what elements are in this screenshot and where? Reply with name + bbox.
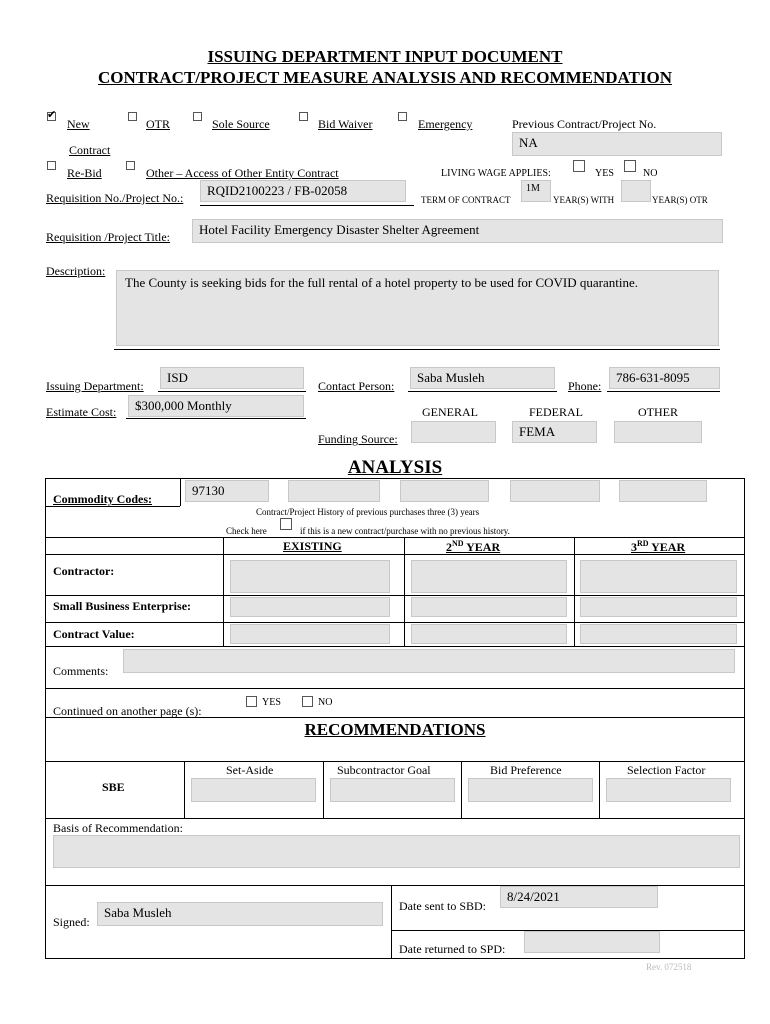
no-history-note: if this is a new contract/purchase with no previous history.	[300, 526, 510, 536]
funding-general-field[interactable]	[411, 421, 496, 443]
project-title-label: Requisition /Project Title:	[46, 230, 171, 244]
emergency-label: Emergency	[418, 117, 473, 131]
requisition-label: Requisition No./Project No.:	[46, 191, 184, 205]
term-with-label: YEAR(S) WITH	[553, 195, 615, 205]
commodity-codes-label: Commodity Codes:	[53, 492, 152, 506]
issuing-department-field[interactable]: ISD	[160, 367, 304, 389]
contractor-3rd-field[interactable]	[580, 560, 737, 593]
sbe-2nd-field[interactable]	[411, 597, 567, 617]
requisition-field[interactable]: RQID2100223 / FB-02058	[200, 180, 406, 202]
new-checkbox[interactable]	[47, 112, 56, 121]
date-sent-label: Date sent to SBD:	[399, 899, 486, 913]
otr-checkbox[interactable]	[128, 112, 137, 121]
contractor-existing-field[interactable]	[230, 560, 390, 593]
column-existing: EXISTING	[283, 539, 342, 553]
project-title-field[interactable]: Hotel Facility Emergency Disaster Shelter Agreement	[192, 219, 723, 243]
commodity-code-field-3[interactable]	[400, 480, 489, 502]
commodity-code-field-4[interactable]	[510, 480, 600, 502]
other-checkbox[interactable]	[126, 161, 135, 170]
continued-yes-label: YES	[262, 697, 281, 708]
signed-label: Signed:	[53, 915, 90, 929]
column-3rd-year: 3RD YEAR	[631, 539, 686, 554]
sole-source-label: Sole Source	[212, 117, 270, 131]
previous-contract-field[interactable]: NA	[512, 132, 722, 156]
living-wage-no-checkbox[interactable]	[624, 160, 636, 172]
set-aside-header: Set-Aside	[226, 763, 274, 777]
funding-source-label: Funding Source:	[318, 432, 398, 446]
estimate-cost-field[interactable]: $300,000 Monthly	[128, 395, 304, 417]
check-here-label: Check here	[226, 526, 267, 536]
revision-label: Rev. 072518	[646, 962, 692, 972]
term-otr-field[interactable]	[621, 180, 651, 202]
bid-waiver-label: Bid Waiver	[318, 117, 373, 131]
rebid-checkbox[interactable]	[47, 161, 56, 170]
commodity-code-field-2[interactable]	[288, 480, 380, 502]
continued-label: Continued on another page (s):	[53, 704, 202, 718]
otr-label: OTR	[146, 117, 170, 131]
row-contract-value-label: Contract Value:	[53, 627, 135, 641]
date-sent-field[interactable]: 8/24/2021	[500, 886, 658, 908]
document-title: ISSUING DEPARTMENT INPUT DOCUMENT	[207, 47, 563, 66]
funding-general-label: GENERAL	[422, 405, 478, 419]
sole-source-checkbox[interactable]	[193, 112, 202, 121]
living-wage-yes-checkbox[interactable]	[573, 160, 585, 172]
bid-preference-header: Bid Preference	[490, 763, 562, 777]
term-label: TERM OF CONTRACT	[421, 195, 511, 205]
issuing-department-label: Issuing Department:	[46, 379, 144, 393]
sbe-3rd-field[interactable]	[580, 597, 737, 617]
living-wage-yes-label: YES	[595, 168, 614, 179]
funding-federal-label: FEDERAL	[529, 405, 583, 419]
continued-no-label: NO	[318, 697, 333, 708]
sub-goal-field[interactable]	[330, 778, 455, 802]
row-sbe-label: Small Business Enterprise:	[53, 599, 192, 613]
term-otr-label: YEAR(S) OTR	[652, 195, 708, 205]
rebid-label: Re-Bid	[67, 166, 102, 180]
basis-field[interactable]	[53, 835, 740, 868]
sbe-existing-field[interactable]	[230, 597, 390, 617]
other-label: Other – Access of Other Entity Contract	[146, 166, 339, 180]
commodity-code-field-1[interactable]: 97130	[185, 480, 269, 502]
signed-field[interactable]: Saba Musleh	[97, 902, 383, 926]
new-label: New	[67, 117, 90, 131]
row-contractor-label: Contractor:	[53, 564, 115, 578]
recommendations-heading: RECOMMENDATIONS	[304, 720, 486, 739]
description-field[interactable]: The County is seeking bids for the full rental of a hotel property to be used for COVID quarantine.	[116, 270, 719, 346]
funding-other-label: OTHER	[638, 405, 678, 419]
value-3rd-field[interactable]	[580, 624, 737, 644]
previous-contract-label: Previous Contract/Project No.	[512, 117, 657, 131]
commodity-code-field-5[interactable]	[619, 480, 707, 502]
sub-goal-header: Subcontractor Goal	[337, 763, 431, 777]
document-subtitle: CONTRACT/PROJECT MEASURE ANALYSIS AND RECOMMENDATION	[98, 68, 672, 87]
comments-label: Comments:	[53, 664, 109, 678]
living-wage-no-label: NO	[643, 168, 658, 179]
selection-factor-field[interactable]	[606, 778, 731, 802]
phone-field[interactable]: 786-631-8095	[609, 367, 720, 389]
new-label-line2: Contract	[69, 143, 111, 157]
contractor-2nd-field[interactable]	[411, 560, 567, 593]
set-aside-field[interactable]	[191, 778, 316, 802]
column-2nd-year: 2ND YEAR	[446, 539, 501, 554]
history-note: Contract/Project History of previous purchases three (3) years	[256, 507, 480, 517]
continued-yes-checkbox[interactable]	[246, 696, 257, 707]
sbe-row-label: SBE	[102, 780, 125, 794]
bid-waiver-checkbox[interactable]	[299, 112, 308, 121]
comments-field[interactable]	[123, 649, 735, 673]
contact-person-label: Contact Person:	[318, 379, 395, 393]
living-wage-label: LIVING WAGE APPLIES:	[441, 168, 551, 179]
contact-person-field[interactable]: Saba Musleh	[410, 367, 555, 389]
bid-preference-field[interactable]	[468, 778, 593, 802]
date-returned-label: Date returned to SPD:	[399, 942, 506, 956]
date-returned-field[interactable]	[524, 931, 660, 953]
basis-label: Basis of Recommendation:	[53, 821, 183, 835]
value-existing-field[interactable]	[230, 624, 390, 644]
emergency-checkbox[interactable]	[398, 112, 407, 121]
value-2nd-field[interactable]	[411, 624, 567, 644]
funding-other-field[interactable]	[614, 421, 702, 443]
continued-no-checkbox[interactable]	[302, 696, 313, 707]
analysis-heading: ANALYSIS	[347, 457, 443, 478]
term-field[interactable]: 1M	[521, 180, 551, 202]
funding-federal-field[interactable]: FEMA	[512, 421, 597, 443]
description-label: Description:	[46, 264, 106, 278]
estimate-cost-label: Estimate Cost:	[46, 405, 117, 419]
phone-label: Phone:	[568, 379, 602, 393]
no-history-checkbox[interactable]	[280, 518, 292, 530]
selection-factor-header: Selection Factor	[627, 763, 706, 777]
